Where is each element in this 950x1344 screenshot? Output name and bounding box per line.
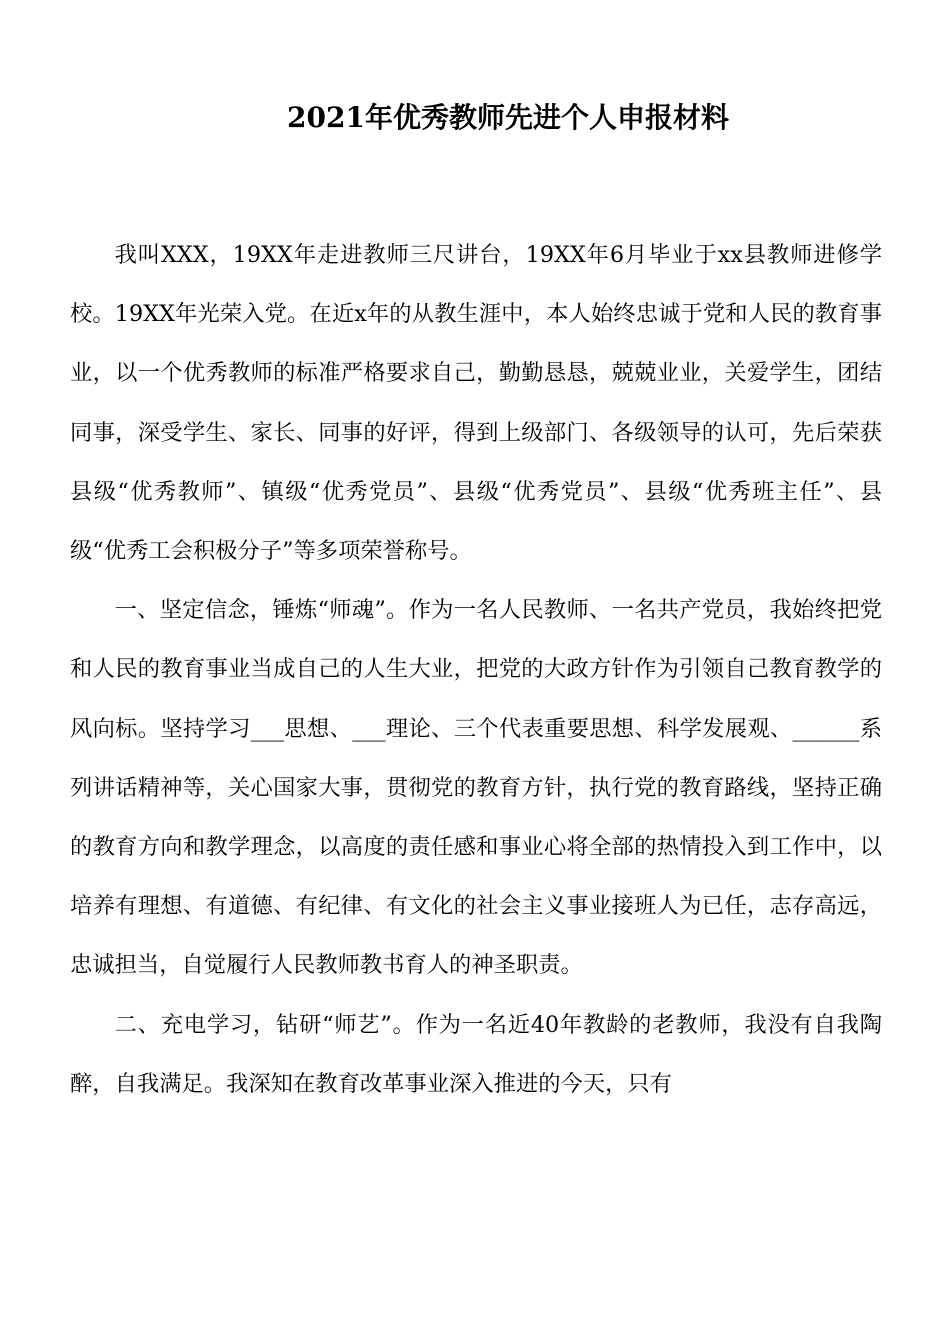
paragraph-section-two: 二、充电学习，钻研“师艺”。作为一名近40年教龄的老教师，我没有自我陶醉，自我满足。我深知在教育改革事业深入推进的今天，只有 <box>70 1011 882 1097</box>
paragraph-intro: 我叫XXX，19XX年走进教师三尺讲台，19XX年6月毕业于xx县教师进修学校。19XX年光荣入党。在近x年的从教生涯中，本人始终忠诚于党和人民的教育事业，以一个优秀教师的标准严格要求自己，勤勤恳恳，兢兢业业，关爱学生，团结同事，深受学生、家长、同事的好评，得到上级部门、各级领导的认可，先后荣获县级“优秀教师”、镇级“优秀党员”、县级“优秀党员”、县级“优秀班主任”、县级“优秀工会积极分子”等多项荣誉称号。 <box>70 242 882 565</box>
document-body <box>70 226 882 1114</box>
paragraph-section-one: 一、坚定信念，锤炼“师魂”。作为一名人民教师、一名共产党员，我始终把党和人民的教育事业当成自己的人生大业，把党的大政方针作为引领自己教育教学的风向标。坚持学习___思想、___理论、三个代表重要思想、科学发展观、______系列讲话精神等，关心国家大事，贯彻党的教育方针，执行党的教育路线，坚持正确的教育方向和教学理念，以高度的责任感和事业心将全部的热情投入到工作中，以培养有理想、有道德、有纪律、有文化的社会主义事业接班人为已任，志存高远，忠诚担当，自觉履行人民教师教书育人的神圣职责。 <box>70 597 882 979</box>
document-title: 2021年优秀教师先进个人申报材料 <box>287 101 729 134</box>
